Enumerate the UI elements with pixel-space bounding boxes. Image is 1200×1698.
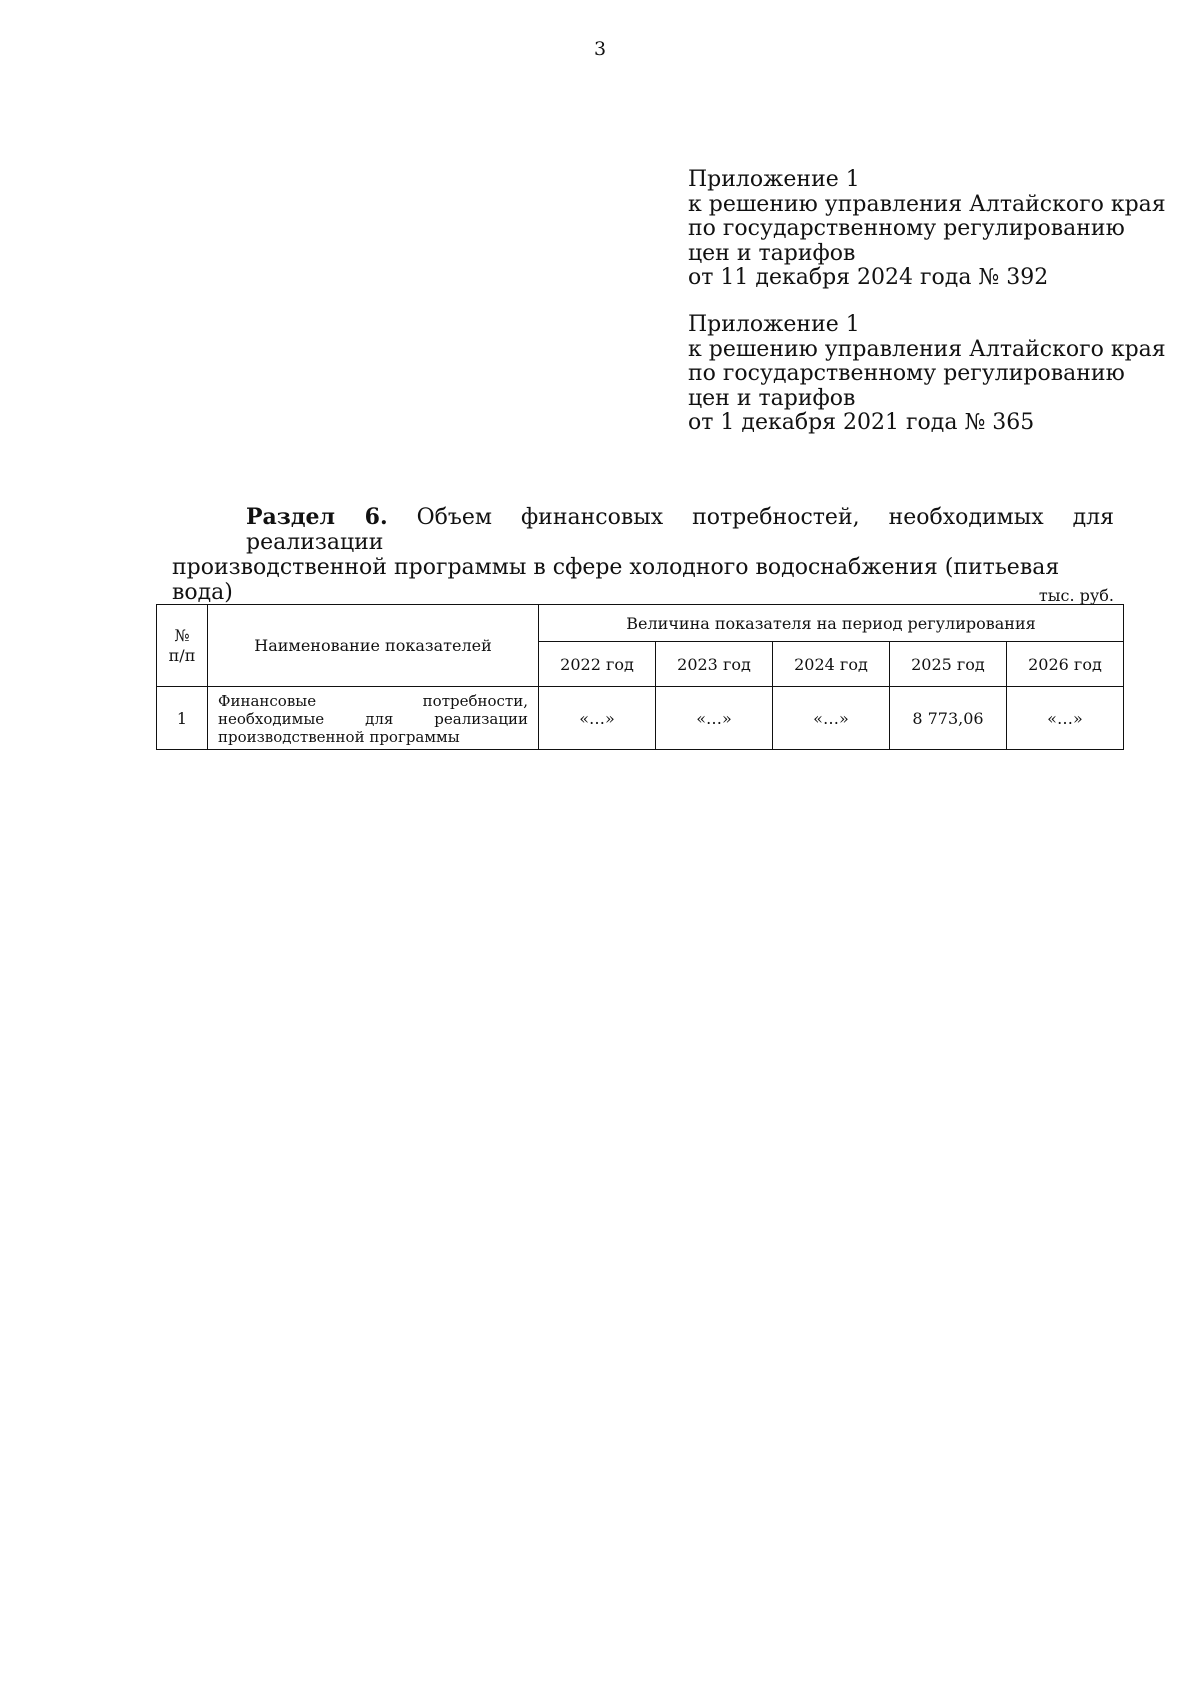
value-cell-2022: «…» bbox=[539, 687, 656, 750]
appendix-line: по государственному регулированию bbox=[688, 361, 1125, 386]
column-header-number-line1: № bbox=[174, 625, 190, 645]
unit-label: тыс. руб. bbox=[1038, 586, 1114, 605]
appendix-block-current bbox=[688, 167, 1166, 291]
appendix-date: от 11 декабря 2024 года № 392 bbox=[688, 265, 1049, 290]
row-indicator-name-line: производственной программы bbox=[218, 728, 460, 746]
appendix-line: по государственному регулированию bbox=[688, 216, 1125, 241]
row-number: 1 bbox=[157, 687, 208, 750]
page-number: 3 bbox=[593, 38, 607, 60]
value-cell-2024: «…» bbox=[772, 687, 889, 750]
value-cell-2025: 8 773,06 bbox=[889, 687, 1006, 750]
section-heading bbox=[172, 505, 1114, 605]
appendix-title: Приложение 1 bbox=[688, 312, 860, 337]
row-indicator-name-line: Финансовые потребности, bbox=[218, 692, 528, 710]
row-indicator-name-line: необходимые для реализации bbox=[218, 710, 528, 728]
table-row bbox=[157, 687, 1124, 750]
row-indicator-name bbox=[208, 687, 539, 750]
column-header-year: 2022 год bbox=[539, 642, 656, 687]
appendix-title: Приложение 1 bbox=[688, 167, 860, 192]
appendix-date: от 1 декабря 2021 года № 365 bbox=[688, 410, 1035, 435]
value-cell-2026: «…» bbox=[1006, 687, 1123, 750]
financial-needs-table bbox=[156, 604, 1124, 750]
table-header-row bbox=[157, 605, 1124, 642]
column-header-number-line2: п/п bbox=[168, 645, 196, 665]
column-header-year: 2025 год bbox=[889, 642, 1006, 687]
column-header-year: 2026 год bbox=[1006, 642, 1123, 687]
section-label: Раздел 6. bbox=[246, 504, 388, 530]
appendix-line: к решению управления Алтайского края bbox=[688, 191, 1166, 217]
appendix-block-original bbox=[688, 312, 1166, 436]
column-header-number bbox=[157, 605, 208, 687]
value-cell-2023: «…» bbox=[655, 687, 772, 750]
appendix-line: цен и тарифов bbox=[688, 385, 856, 411]
column-header-name: Наименование показателей bbox=[208, 605, 539, 687]
appendix-line: к решению управления Алтайского края bbox=[688, 336, 1166, 362]
column-header-year: 2023 год bbox=[655, 642, 772, 687]
section-title-part1: Объем финансовых потребностей, необходимых для реализации bbox=[246, 505, 1114, 555]
column-header-period-group: Величина показателя на период регулирования bbox=[539, 605, 1124, 642]
section-heading-line1 bbox=[172, 505, 1114, 555]
section-title-part2: производственной программы в сфере холодного водоснабжения (питьевая вода) bbox=[172, 555, 1060, 605]
appendix-line: цен и тарифов bbox=[688, 240, 856, 266]
column-header-year: 2024 год bbox=[772, 642, 889, 687]
